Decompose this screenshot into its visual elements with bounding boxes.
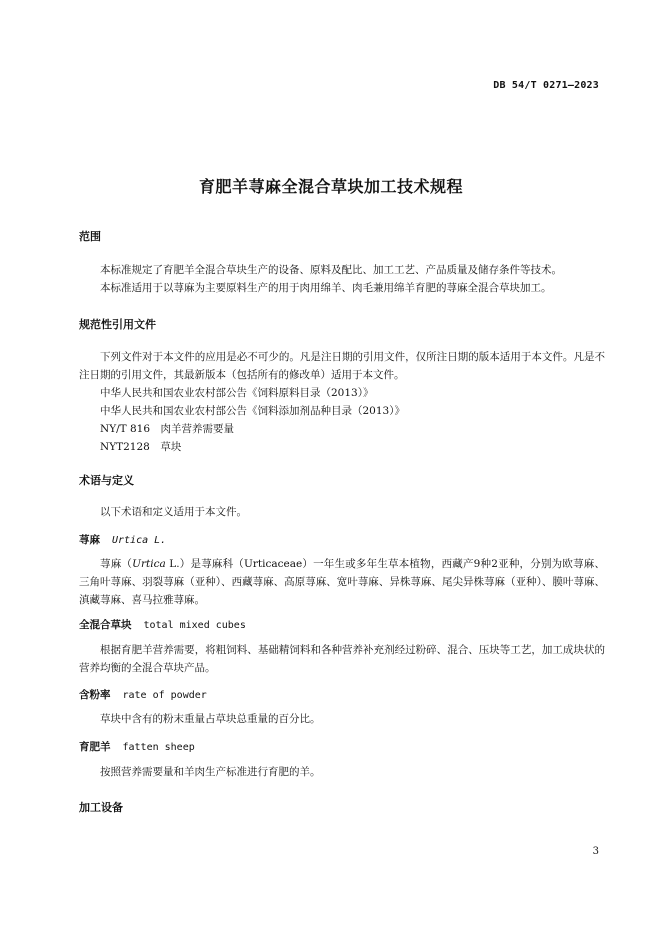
scope-paragraph-2: 本标准适用于以荨麻为主要原料生产的用于肉用绵羊、肉毛兼用绵羊育肥的荨麻全混合草块加工。 (100, 282, 552, 294)
definition-prefix: 荨麻（ (100, 558, 133, 570)
term-total-mixed-cubes (79, 617, 246, 632)
term-urtica-definition (79, 555, 605, 609)
term-fatten-sheep-definition: 按照营养需要量和羊肉生产标准进行育肥的羊。 (100, 766, 321, 778)
terms-intro: 以下术语和定义适用于本文件。 (100, 506, 247, 518)
term-zh: 全混合草块 (79, 619, 132, 631)
term-en: rate of powder (122, 690, 207, 701)
term-rate-of-powder-definition: 草块中含有的粉末重量占草块总重量的百分比。 (100, 713, 321, 725)
term-fatten-sheep (79, 739, 195, 754)
heading-normative-references: 规范性引用文件 (79, 318, 156, 331)
term-urtica (79, 532, 166, 547)
definition-rest: L.）是荨麻科（Urticaceae）一年生或多年生草本植物，西藏产9种2亚种，分别为欧荨麻、三角叶荨麻、羽裂荨麻（亚种）、西藏荨麻、高原荨麻、宽叶荨麻、异株荨麻、尾尖异株荨麻（亚种）、膜叶荨麻、滇藏荨麻、喜马拉雅荨麻。 (79, 558, 605, 606)
heading-scope: 范围 (79, 230, 101, 243)
term-zh: 含粉率 (79, 689, 111, 701)
term-zh: 育肥羊 (79, 741, 111, 753)
reference-item-1: 中华人民共和国农业农村部公告《饲料原料目录（2013）》 (100, 387, 374, 399)
term-en: Urtica L. (112, 535, 167, 546)
term-rate-of-powder (79, 687, 207, 702)
page-number: 3 (592, 846, 599, 857)
reference-item-2: 中华人民共和国农业农村部公告《饲料添加剂品种目录（2013）》 (100, 405, 405, 417)
document-code: DB 54/T 0271—2023 (493, 80, 599, 91)
scope-paragraph-1: 本标准规定了育肥羊全混合草块生产的设备、原料及配比、加工工艺、产品质量及储存条件等技术。 (100, 264, 562, 276)
heading-terms: 术语与定义 (79, 474, 134, 487)
term-en: fatten sheep (122, 742, 195, 753)
document-title: 育肥羊荨麻全混合草块加工技术规程 (198, 177, 463, 196)
term-zh: 荨麻 (79, 534, 100, 546)
reference-item-4: NYT2128 草块 (100, 441, 182, 453)
term-total-mixed-cubes-definition: 根据育肥羊营养需要，将粗饲料、基础精饲料和各种营养补充剂经过粉碎、混合、压块等工艺，加工成块状的营养均衡的全混合草块产品。 (79, 644, 605, 674)
reference-item-3: NY/T 816 肉羊营养需要量 (100, 423, 235, 435)
heading-equipment: 加工设备 (79, 801, 123, 814)
definition-latin-name: Urtica (132, 558, 166, 570)
references-intro: 下列文件对于本文件的应用是必不可少的。凡是注日期的引用文件，仅所注日期的版本适用于本文件。凡是不注日期的引用文件，其最新版本（包括所有的修改单）适用于本文件。 (79, 351, 605, 381)
term-en: total mixed cubes (143, 620, 246, 631)
